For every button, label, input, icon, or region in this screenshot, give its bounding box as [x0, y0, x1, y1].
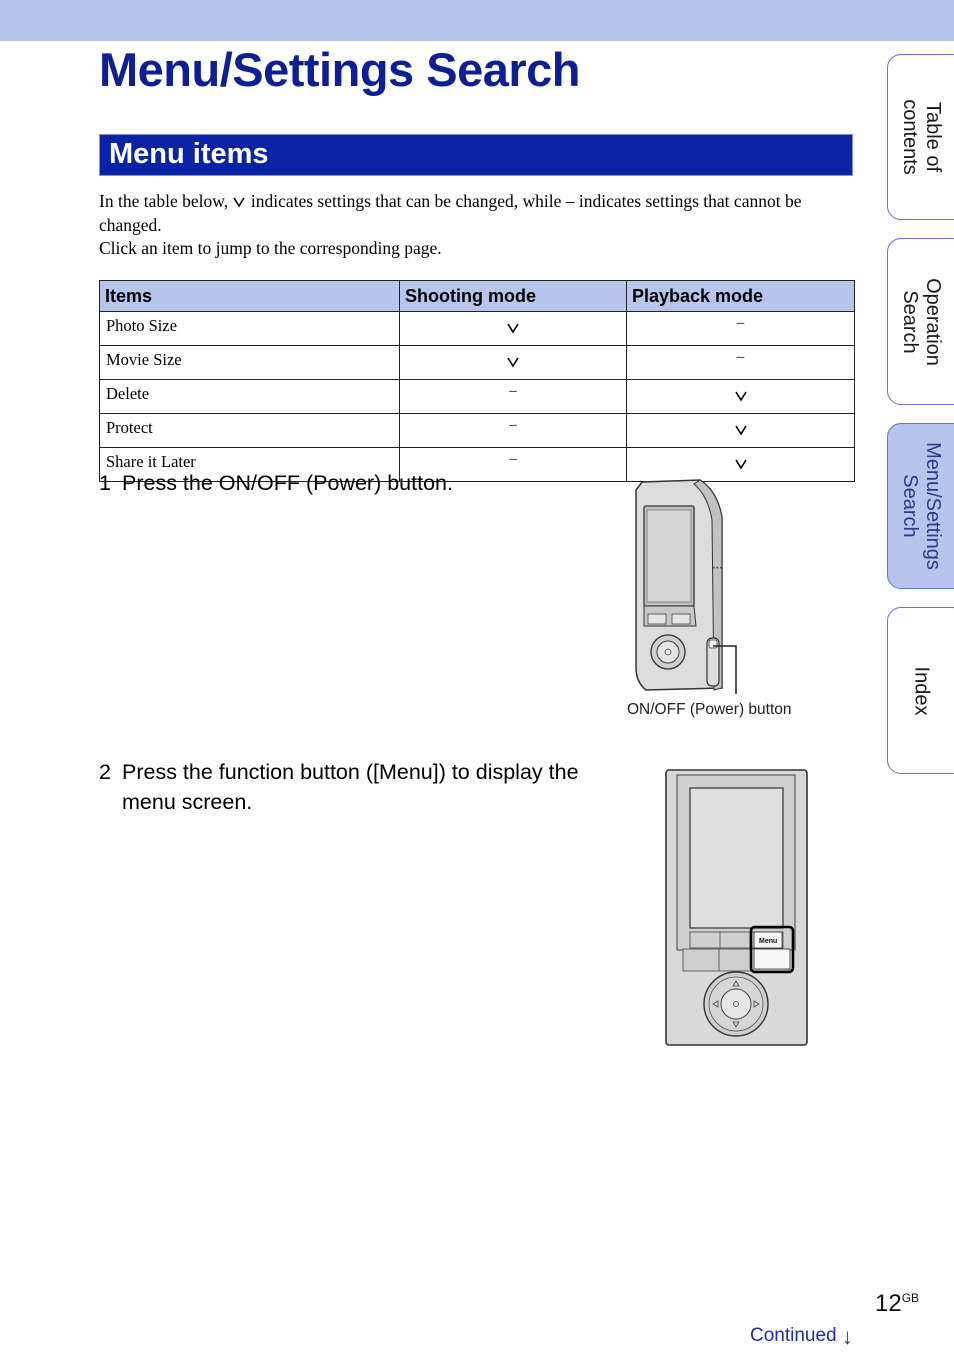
page-title: Menu/Settings Search [99, 43, 580, 96]
camera-side-illustration [630, 478, 745, 698]
continued-label: Continued [750, 1325, 837, 1346]
intro-text-after: indicates settings that can be changed, while – indicates settings that cannot be changed. [99, 191, 802, 235]
item-name-cell[interactable]: Share it Later [100, 448, 400, 482]
side-tab-index[interactable] [887, 607, 954, 774]
power-button-caption: ON/OFF (Power) button [627, 701, 792, 718]
side-tab-menu-settings-search[interactable] [887, 423, 954, 589]
shooting-mode-cell [400, 312, 627, 346]
playback-mode-cell [627, 414, 855, 448]
page-number-suffix: GB [901, 1291, 920, 1305]
side-tab-label: Menu/Settings Search [899, 442, 944, 570]
intro-text-before: In the table below, [99, 191, 229, 211]
column-header-playback-mode: Playback mode [627, 281, 855, 312]
side-tab-label: Table of contents [899, 99, 944, 175]
table-row[interactable] [100, 346, 855, 380]
table-row[interactable] [100, 380, 855, 414]
checkmark-icon [734, 423, 748, 436]
svg-text:•••: ••• [712, 565, 723, 572]
step-number: 1 [99, 471, 111, 495]
checkmark-icon [506, 355, 520, 368]
item-name-cell[interactable]: Delete [100, 380, 400, 414]
item-name-cell[interactable]: Photo Size [100, 312, 400, 346]
item-name-cell[interactable]: Movie Size [100, 346, 400, 380]
checkmark-icon [232, 194, 246, 208]
menu-items-table [99, 280, 855, 482]
menu-button-label: Menu [759, 938, 778, 945]
step-text: Press the function button ([Menu]) to display the menu screen. [122, 760, 579, 814]
side-tab-operation-search[interactable] [887, 238, 954, 405]
down-arrow-icon: ↓ [841, 1324, 853, 1349]
shooting-mode-cell [400, 346, 627, 380]
step-number: 2 [99, 760, 111, 784]
shooting-mode-cell: – [400, 414, 627, 448]
section-heading-bar [99, 134, 853, 176]
column-header-items: Items [100, 281, 400, 312]
column-header-shooting-mode: Shooting mode [400, 281, 627, 312]
item-name-cell[interactable]: Protect [100, 414, 400, 448]
step-text: Press the ON/OFF (Power) button. [122, 471, 453, 495]
checkmark-icon [734, 389, 748, 402]
playback-mode-cell: – [627, 312, 855, 346]
shooting-mode-cell: – [400, 448, 627, 482]
table-body [100, 312, 855, 482]
playback-mode-cell [627, 448, 855, 482]
section-title: Menu items [109, 138, 269, 170]
continued-link[interactable] [750, 1324, 853, 1350]
camera-front-illustration [663, 767, 811, 1049]
checkmark-icon [506, 321, 520, 334]
playback-mode-cell: – [627, 346, 855, 380]
checkmark-icon [734, 457, 748, 470]
table-row[interactable] [100, 312, 855, 346]
side-tab-label: Operation Search [899, 277, 944, 366]
page-number [875, 1290, 919, 1318]
side-tab-table-of-contents[interactable] [887, 54, 954, 220]
page-number-value: 12 [875, 1290, 902, 1317]
intro-paragraph [99, 190, 839, 237]
intro-text [99, 190, 839, 261]
table-header-row [100, 281, 855, 312]
playback-mode-cell [627, 380, 855, 414]
shooting-mode-cell: – [400, 380, 627, 414]
side-tab-label: Index [910, 666, 933, 715]
intro-instruction: Click an item to jump to the corresponding page. [99, 238, 442, 258]
table-row[interactable] [100, 414, 855, 448]
top-header-band [0, 0, 954, 41]
